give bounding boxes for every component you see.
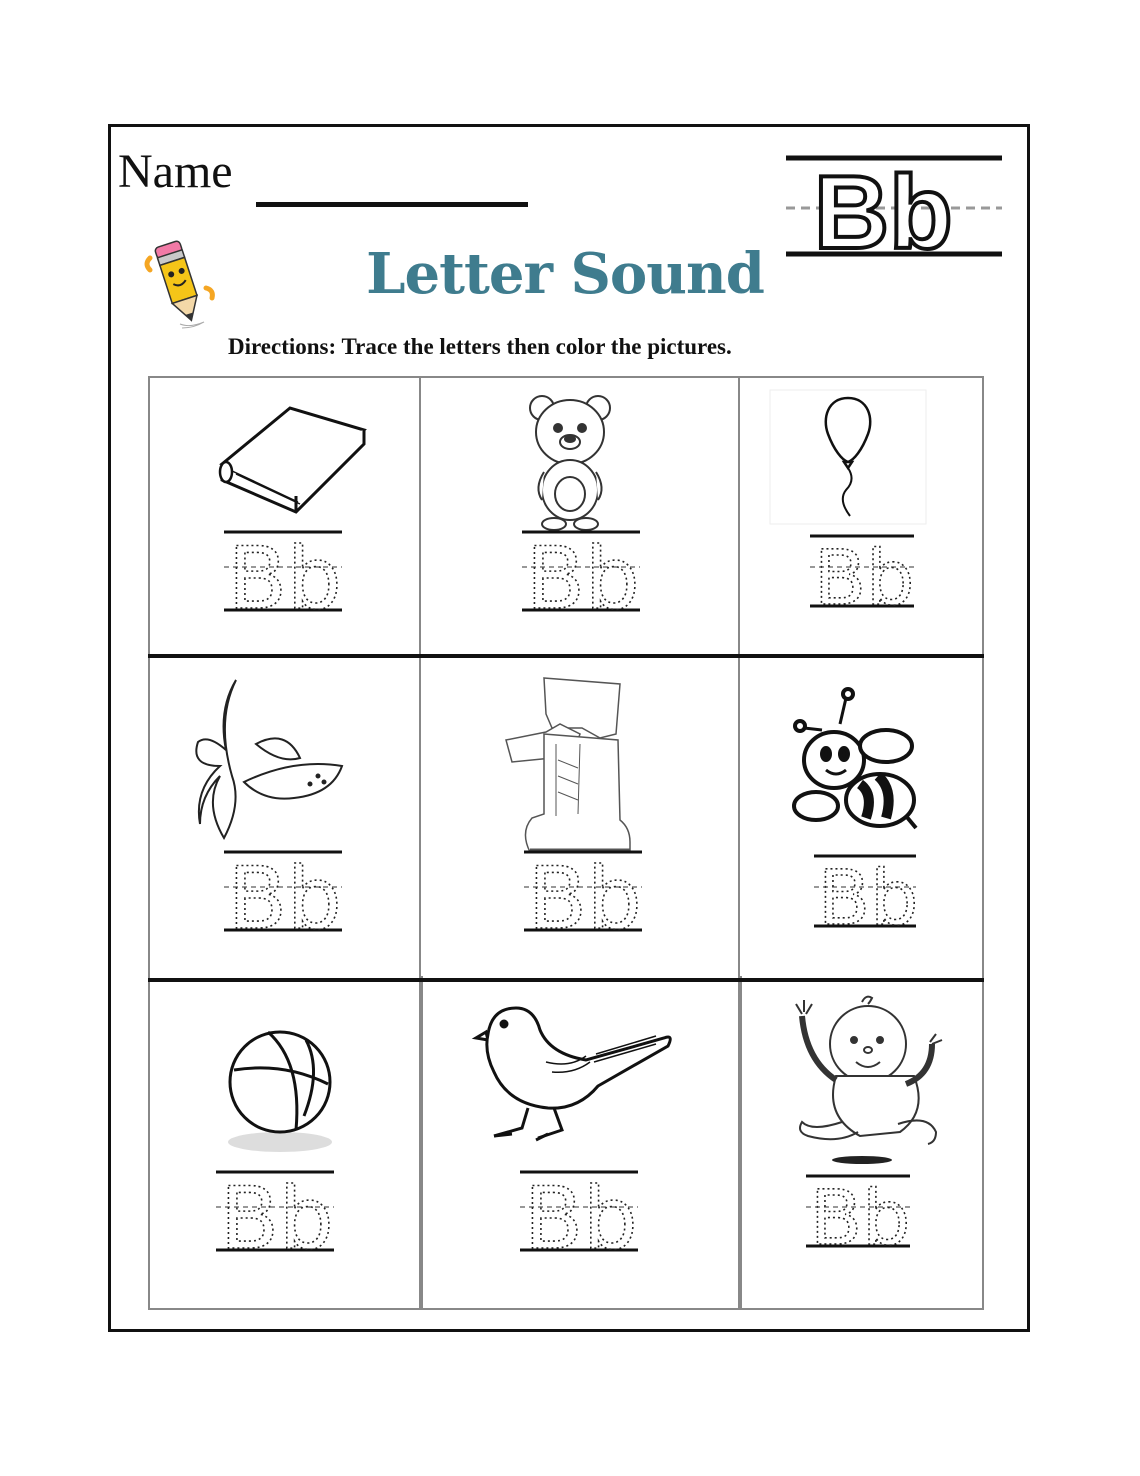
boots-icon bbox=[506, 678, 630, 852]
directions-text: Directions: Trace the letters then color the pictures. bbox=[228, 334, 732, 359]
baby-icon bbox=[796, 997, 942, 1164]
trace-letters[interactable]: Bb bbox=[818, 853, 919, 942]
ball-icon bbox=[228, 1032, 332, 1152]
trace-guide bbox=[806, 1173, 910, 1262]
trace-guide bbox=[224, 529, 342, 629]
bee-icon bbox=[794, 689, 916, 828]
page-title: Letter Sound bbox=[366, 241, 764, 307]
name-field-line[interactable] bbox=[256, 202, 528, 207]
pencil-mascot-icon bbox=[140, 232, 220, 332]
trace-guide bbox=[810, 533, 914, 622]
name-label: Name bbox=[118, 145, 233, 198]
trace-guide bbox=[524, 849, 642, 949]
trace-guide bbox=[520, 1169, 638, 1269]
trace-letters[interactable]: Bb bbox=[528, 849, 642, 949]
trace-letters[interactable]: Bb bbox=[810, 1173, 911, 1262]
trace-letters[interactable]: Bb bbox=[814, 533, 915, 622]
trace-guide bbox=[216, 1169, 334, 1269]
trace-letters[interactable]: Bb bbox=[228, 849, 342, 949]
trace-letters[interactable]: Bb bbox=[524, 1169, 638, 1269]
book-icon bbox=[220, 408, 364, 512]
picture-grid bbox=[148, 376, 984, 1310]
trace-letters[interactable]: Bb bbox=[526, 529, 640, 629]
bird-icon bbox=[476, 1008, 670, 1140]
bear-icon bbox=[530, 396, 610, 530]
trace-guide bbox=[522, 529, 640, 629]
header-letter-guide bbox=[786, 152, 1002, 260]
header-letters-text: Bb bbox=[814, 155, 953, 260]
trace-letters[interactable]: Bb bbox=[220, 1169, 334, 1269]
trace-guide bbox=[224, 849, 342, 949]
trace-guide bbox=[814, 853, 918, 942]
banana-icon bbox=[196, 680, 342, 838]
trace-letters[interactable]: Bb bbox=[228, 529, 342, 629]
